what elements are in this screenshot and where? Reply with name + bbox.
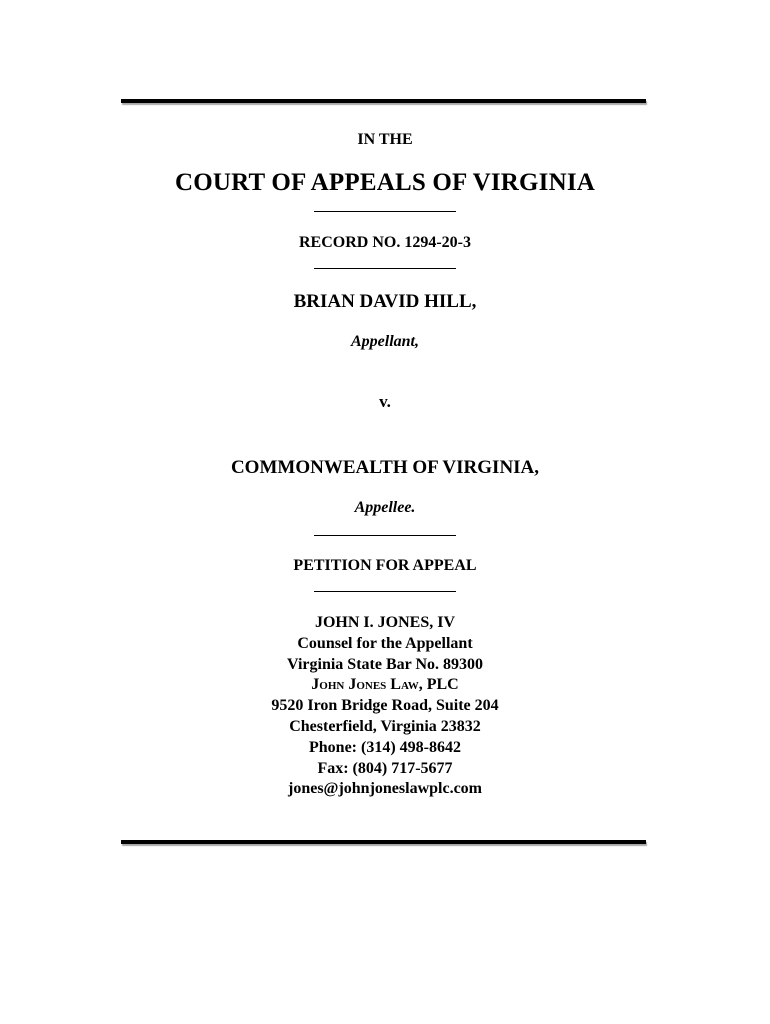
separator-rule <box>314 211 456 212</box>
counsel-name: JOHN I. JONES, IV <box>314 614 456 631</box>
court-name: COURT OF APPEALS OF VIRGINIA <box>174 169 596 196</box>
appellee-role: Appellee. <box>354 499 416 516</box>
counsel-block <box>0 613 770 800</box>
separator-rule <box>314 268 456 269</box>
phone-number: Phone: (314) 498-8642 <box>309 738 461 756</box>
appellant-name: BRIAN DAVID HILL, <box>293 291 477 312</box>
law-firm: John Jones Law, PLC <box>311 676 459 694</box>
record-number: RECORD NO. 1294-20-3 <box>299 234 471 251</box>
counsel-title: Counsel for the Appellant <box>297 634 473 652</box>
fax-number: Fax: (804) 717-5677 <box>317 759 453 777</box>
versus: v. <box>379 392 391 411</box>
appellee-name: COMMONWEALTH OF VIRGINIA, <box>230 457 540 478</box>
bottom-rule <box>121 840 646 844</box>
bar-number: Virginia State Bar No. 89300 <box>287 655 483 673</box>
preamble: IN THE <box>357 131 413 148</box>
address-line-2: Chesterfield, Virginia 23832 <box>289 717 481 735</box>
address-line-1: 9520 Iron Bridge Road, Suite 204 <box>271 697 499 715</box>
separator-rule <box>314 591 456 592</box>
email-address: jones@johnjoneslawplc.com <box>288 780 482 798</box>
separator-rule <box>314 535 456 536</box>
appellant-role: Appellant, <box>350 333 419 350</box>
top-rule <box>121 99 646 103</box>
document-title: PETITION FOR APPEAL <box>293 557 477 574</box>
